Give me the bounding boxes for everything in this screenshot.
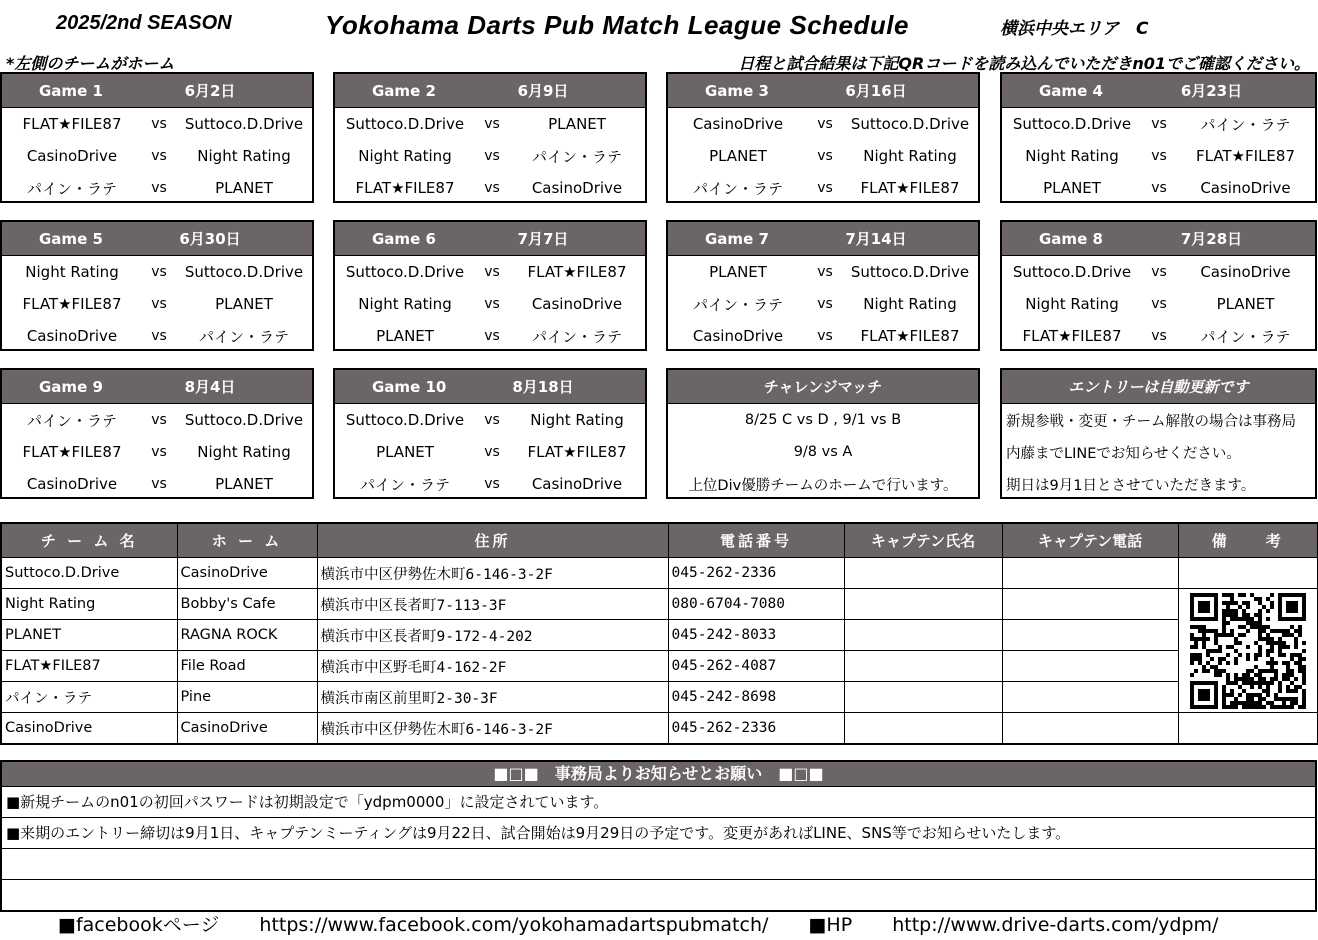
footer-links xyxy=(58,910,1252,937)
away-team: パイン・ラテ xyxy=(531,327,622,346)
home-team: Night Rating xyxy=(1025,295,1119,313)
vs-label: vs xyxy=(817,116,833,132)
captain-phone-cell xyxy=(1002,682,1178,713)
game-name: Game 1 xyxy=(39,81,103,100)
match-row xyxy=(2,320,312,352)
entry-line: 新規参戦・変更・チーム解散の場合は事務局 xyxy=(1006,413,1296,430)
area-label: 横浜中央エリア C xyxy=(1000,19,1149,39)
match-row xyxy=(668,108,978,140)
home-team: パイン・ラテ xyxy=(692,295,783,314)
match-row xyxy=(335,288,645,320)
vs-label: vs xyxy=(484,264,500,280)
game-box xyxy=(333,368,647,499)
captain-name-cell xyxy=(844,589,1002,620)
match-row xyxy=(2,172,312,204)
notice-title: ■□■ 事務局よりお知らせとお願い ■□■ xyxy=(2,762,1315,787)
entry-info-box xyxy=(1000,368,1317,499)
away-team: PLANET xyxy=(215,295,273,313)
game-box xyxy=(333,72,647,203)
match-row xyxy=(1002,108,1315,140)
match-row xyxy=(668,288,978,320)
game-box xyxy=(1000,220,1317,351)
game-header xyxy=(335,222,645,256)
game-header xyxy=(668,74,978,108)
game-date: 7月14日 xyxy=(845,230,907,248)
match-row xyxy=(2,404,312,436)
entry-title: エントリーは自動更新です xyxy=(1002,370,1315,404)
address-cell: 横浜市中区長者町7-113-3F xyxy=(317,589,668,620)
away-team: CasinoDrive xyxy=(1200,179,1291,197)
col-header-phone: 電話番号 xyxy=(668,523,844,558)
phone-cell: 080-6704-7080 xyxy=(668,589,844,620)
match-row xyxy=(335,172,645,204)
vs-label: vs xyxy=(484,180,500,196)
table-row xyxy=(1,651,1318,682)
match-row xyxy=(335,108,645,140)
vs-label: vs xyxy=(151,180,167,196)
away-team: PLANET xyxy=(215,475,273,493)
table-row xyxy=(1,620,1318,651)
away-team: Suttoco.D.Drive xyxy=(850,115,970,133)
vs-label: vs xyxy=(151,148,167,164)
match-row xyxy=(668,172,978,204)
captain-name-cell xyxy=(844,620,1002,651)
qr-code-icon[interactable] xyxy=(1190,593,1306,709)
vs-label: vs xyxy=(484,476,500,492)
game-name: Game 9 xyxy=(39,377,103,396)
vs-label: vs xyxy=(484,116,500,132)
hp-link[interactable]: http://www.drive-darts.com/ydpm/ xyxy=(892,914,1219,936)
game-header xyxy=(335,74,645,108)
home-team: パイン・ラテ xyxy=(359,475,450,494)
vs-label: vs xyxy=(817,296,833,312)
captain-phone-cell xyxy=(1002,713,1178,745)
col-header-team: チ ー ム 名 xyxy=(1,523,177,558)
away-team: Night Rating xyxy=(197,443,291,461)
home-team: CasinoDrive xyxy=(26,327,118,345)
col-header-captain-name: キャプテン氏名 xyxy=(844,523,1002,558)
notice-box xyxy=(0,760,1317,912)
match-row xyxy=(668,320,978,352)
away-team: パイン・ラテ xyxy=(198,327,289,346)
game-name: Game 10 xyxy=(372,377,447,396)
away-team: Night Rating xyxy=(530,411,624,429)
game-name: Game 7 xyxy=(705,229,769,248)
qr-code-cell xyxy=(1178,589,1318,713)
game-date: 6月2日 xyxy=(184,82,236,100)
home-team: パイン・ラテ xyxy=(26,411,117,430)
match-row xyxy=(2,468,312,500)
game-header xyxy=(1002,222,1315,256)
away-team: CasinoDrive xyxy=(531,475,623,493)
away-team: パイン・ラテ xyxy=(1200,327,1291,346)
vs-label: vs xyxy=(151,476,167,492)
game-box xyxy=(0,368,314,499)
vs-label: vs xyxy=(484,296,500,312)
team-table xyxy=(0,522,1318,745)
vs-label: vs xyxy=(484,444,500,460)
team-name-cell: PLANET xyxy=(1,620,177,651)
match-row xyxy=(335,256,645,288)
game-date: 6月9日 xyxy=(517,82,569,100)
game-date: 6月23日 xyxy=(1180,82,1243,100)
captain-phone-cell xyxy=(1002,558,1178,589)
vs-label: vs xyxy=(151,444,167,460)
game-name: Game 4 xyxy=(1039,81,1103,100)
notice-line: ■新規チームのn01の初回パスワードは初期設定で「ydpm0000」に設定されています。 xyxy=(2,787,1315,818)
home-team: パイン・ラテ xyxy=(692,179,783,198)
notice-line xyxy=(2,880,1315,910)
away-team: CasinoDrive xyxy=(531,295,623,313)
captain-name-cell xyxy=(844,558,1002,589)
address-cell: 横浜市中区伊勢佐木町6-146-3-2F xyxy=(317,713,668,745)
notice-line: ■来期のエントリー締切は9月1日、キャプテンミーティングは9月22日、試合開始は9月29日の予定です。変更があればLINE、SNS等でお知らせいたします。 xyxy=(2,818,1315,849)
home-venue-cell: Bobby's Cafe xyxy=(177,589,317,620)
home-team: FLAT★FILE87 xyxy=(22,295,122,313)
home-team: パイン・ラテ xyxy=(26,179,117,198)
away-team: PLANET xyxy=(1216,295,1275,313)
table-row xyxy=(1,713,1318,745)
phone-cell: 045-262-2336 xyxy=(668,558,844,589)
remarks-cell xyxy=(1178,558,1318,589)
page-title: Yokohama Darts Pub Match League Schedule xyxy=(325,10,909,40)
away-team: Suttoco.D.Drive xyxy=(850,263,970,281)
home-team: Suttoco.D.Drive xyxy=(1012,263,1132,281)
away-team: PLANET xyxy=(215,179,273,197)
game-date: 8月18日 xyxy=(512,378,574,396)
captain-phone-cell xyxy=(1002,651,1178,682)
address-cell: 横浜市中区伊勢佐木町6-146-3-2F xyxy=(317,558,668,589)
home-venue-cell: CasinoDrive xyxy=(177,558,317,589)
challenge-line: 上位Div優勝チームのホームで行います。 xyxy=(688,477,958,494)
vs-label: vs xyxy=(1151,180,1167,196)
captain-phone-cell xyxy=(1002,589,1178,620)
match-row xyxy=(2,140,312,172)
home-team: FLAT★FILE87 xyxy=(1022,327,1122,345)
phone-cell: 045-242-8698 xyxy=(668,682,844,713)
season-label: 2025/2nd SEASON xyxy=(56,12,232,34)
away-team: FLAT★FILE87 xyxy=(860,327,960,345)
vs-label: vs xyxy=(1151,296,1167,312)
match-row xyxy=(335,404,645,436)
vs-label: vs xyxy=(1151,148,1167,164)
team-name-cell: FLAT★FILE87 xyxy=(1,651,177,682)
team-table-header xyxy=(1,523,1318,558)
game-header xyxy=(668,222,978,256)
match-row xyxy=(335,320,645,352)
table-row xyxy=(1,589,1318,620)
game-box xyxy=(333,220,647,351)
away-team: FLAT★FILE87 xyxy=(860,179,960,197)
match-row xyxy=(668,140,978,172)
home-team: CasinoDrive xyxy=(26,475,118,493)
away-team: CasinoDrive xyxy=(1200,263,1291,281)
address-cell: 横浜市中区野毛町4-162-2F xyxy=(317,651,668,682)
challenge-line: 8/25 C vs D , 9/1 vs B xyxy=(744,412,902,428)
vs-label: vs xyxy=(1151,328,1167,344)
game-name: Game 2 xyxy=(372,81,436,100)
challenge-match-box xyxy=(666,368,980,499)
home-team: CasinoDrive xyxy=(26,147,118,165)
home-note: *左側のチームがホーム xyxy=(6,54,175,73)
away-team: FLAT★FILE87 xyxy=(1195,147,1295,165)
team-name-cell: パイン・ラテ xyxy=(1,682,177,713)
qr-note: 日程と試合結果は下記QRコードを読み込んでいただきn01でご確認ください。 xyxy=(738,54,1310,73)
away-team: PLANET xyxy=(548,115,606,133)
vs-label: vs xyxy=(484,328,500,344)
col-header-home: ホ ー ム xyxy=(177,523,317,558)
vs-label: vs xyxy=(817,180,833,196)
match-row xyxy=(1002,320,1315,352)
game-box xyxy=(666,220,980,351)
away-team: Night Rating xyxy=(863,147,957,165)
game-date: 7月7日 xyxy=(517,230,569,248)
home-team: Suttoco.D.Drive xyxy=(345,411,465,429)
vs-label: vs xyxy=(151,412,167,428)
challenge-line: 9/8 vs A xyxy=(793,444,853,460)
game-box xyxy=(1000,72,1317,203)
away-team: パイン・ラテ xyxy=(1200,115,1291,134)
team-name-cell: CasinoDrive xyxy=(1,713,177,745)
match-row xyxy=(335,140,645,172)
away-team: FLAT★FILE87 xyxy=(527,443,627,461)
facebook-link[interactable]: https://www.facebook.com/yokohamadartspubmatch/ xyxy=(259,914,769,936)
vs-label: vs xyxy=(817,328,833,344)
vs-label: vs xyxy=(817,148,833,164)
col-header-address: 住所 xyxy=(317,523,668,558)
game-date: 8月4日 xyxy=(184,378,236,396)
game-name: Game 6 xyxy=(372,229,436,248)
away-team: Night Rating xyxy=(197,147,291,165)
away-team: Suttoco.D.Drive xyxy=(184,411,304,429)
challenge-title: チャレンジマッチ xyxy=(668,370,978,404)
match-row xyxy=(2,436,312,468)
captain-name-cell xyxy=(844,713,1002,745)
match-row xyxy=(668,256,978,288)
phone-cell: 045-242-8033 xyxy=(668,620,844,651)
game-name: Game 5 xyxy=(39,229,103,248)
game-date: 6月16日 xyxy=(845,82,907,100)
home-venue-cell: CasinoDrive xyxy=(177,713,317,745)
hp-label: ■HP xyxy=(808,914,853,936)
remarks-cell xyxy=(1178,713,1318,745)
vs-label: vs xyxy=(151,328,167,344)
captain-name-cell xyxy=(844,651,1002,682)
match-row xyxy=(1002,288,1315,320)
home-venue-cell: File Road xyxy=(177,651,317,682)
match-row xyxy=(2,288,312,320)
home-team: Night Rating xyxy=(25,263,119,281)
home-venue-cell: Pine xyxy=(177,682,317,713)
match-row xyxy=(1002,140,1315,172)
phone-cell: 045-262-4087 xyxy=(668,651,844,682)
home-team: PLANET xyxy=(376,327,434,345)
col-header-remarks: 備 考 xyxy=(1178,523,1318,558)
captain-name-cell xyxy=(844,682,1002,713)
away-team: パイン・ラテ xyxy=(531,147,622,166)
away-team: CasinoDrive xyxy=(531,179,623,197)
home-team: PLANET xyxy=(1043,179,1101,197)
vs-label: vs xyxy=(1151,116,1167,132)
away-team: FLAT★FILE87 xyxy=(527,263,627,281)
table-row xyxy=(1,682,1318,713)
game-header xyxy=(2,370,312,404)
game-header xyxy=(1002,74,1315,108)
table-row xyxy=(1,558,1318,589)
vs-label: vs xyxy=(151,116,167,132)
vs-label: vs xyxy=(151,264,167,280)
match-row xyxy=(2,256,312,288)
vs-label: vs xyxy=(484,148,500,164)
away-team: Night Rating xyxy=(863,295,957,313)
game-box xyxy=(0,220,314,351)
address-cell: 横浜市南区前里町2-30-3F xyxy=(317,682,668,713)
home-team: CasinoDrive xyxy=(692,327,784,345)
match-row xyxy=(1002,172,1315,204)
team-name-cell: Suttoco.D.Drive xyxy=(1,558,177,589)
captain-phone-cell xyxy=(1002,620,1178,651)
notice-line xyxy=(2,849,1315,880)
home-team: Suttoco.D.Drive xyxy=(345,115,465,133)
away-team: Suttoco.D.Drive xyxy=(184,115,304,133)
match-row xyxy=(1002,256,1315,288)
entry-line: 内藤までLINEでお知らせください。 xyxy=(1006,445,1241,462)
match-row xyxy=(335,468,645,500)
home-team: PLANET xyxy=(709,263,767,281)
game-date: 6月30日 xyxy=(179,230,241,248)
match-row xyxy=(335,436,645,468)
home-venue-cell: RAGNA ROCK xyxy=(177,620,317,651)
home-team: FLAT★FILE87 xyxy=(22,443,122,461)
home-team: PLANET xyxy=(709,147,767,165)
match-row xyxy=(2,108,312,140)
game-box xyxy=(666,72,980,203)
home-team: FLAT★FILE87 xyxy=(355,179,455,197)
game-header xyxy=(2,222,312,256)
game-name: Game 3 xyxy=(705,81,769,100)
home-team: PLANET xyxy=(376,443,434,461)
facebook-label: ■facebookページ xyxy=(58,914,220,936)
game-box xyxy=(0,72,314,203)
home-team: Suttoco.D.Drive xyxy=(1012,115,1132,133)
vs-label: vs xyxy=(817,264,833,280)
game-date: 7月28日 xyxy=(1180,230,1243,248)
home-team: Night Rating xyxy=(1025,147,1119,165)
game-header xyxy=(335,370,645,404)
home-team: Night Rating xyxy=(358,147,452,165)
col-header-captain-phone: キャプテン電話 xyxy=(1002,523,1178,558)
home-team: CasinoDrive xyxy=(692,115,784,133)
away-team: Suttoco.D.Drive xyxy=(184,263,304,281)
vs-label: vs xyxy=(484,412,500,428)
game-name: Game 8 xyxy=(1039,229,1103,248)
home-team: FLAT★FILE87 xyxy=(22,115,122,133)
vs-label: vs xyxy=(1151,264,1167,280)
vs-label: vs xyxy=(151,296,167,312)
phone-cell: 045-262-2336 xyxy=(668,713,844,745)
game-header xyxy=(2,74,312,108)
address-cell: 横浜市中区長者町9-172-4-202 xyxy=(317,620,668,651)
team-name-cell: Night Rating xyxy=(1,589,177,620)
home-team: Suttoco.D.Drive xyxy=(345,263,465,281)
home-team: Night Rating xyxy=(358,295,452,313)
entry-line: 期日は9月1日とさせていただきます。 xyxy=(1006,477,1256,494)
